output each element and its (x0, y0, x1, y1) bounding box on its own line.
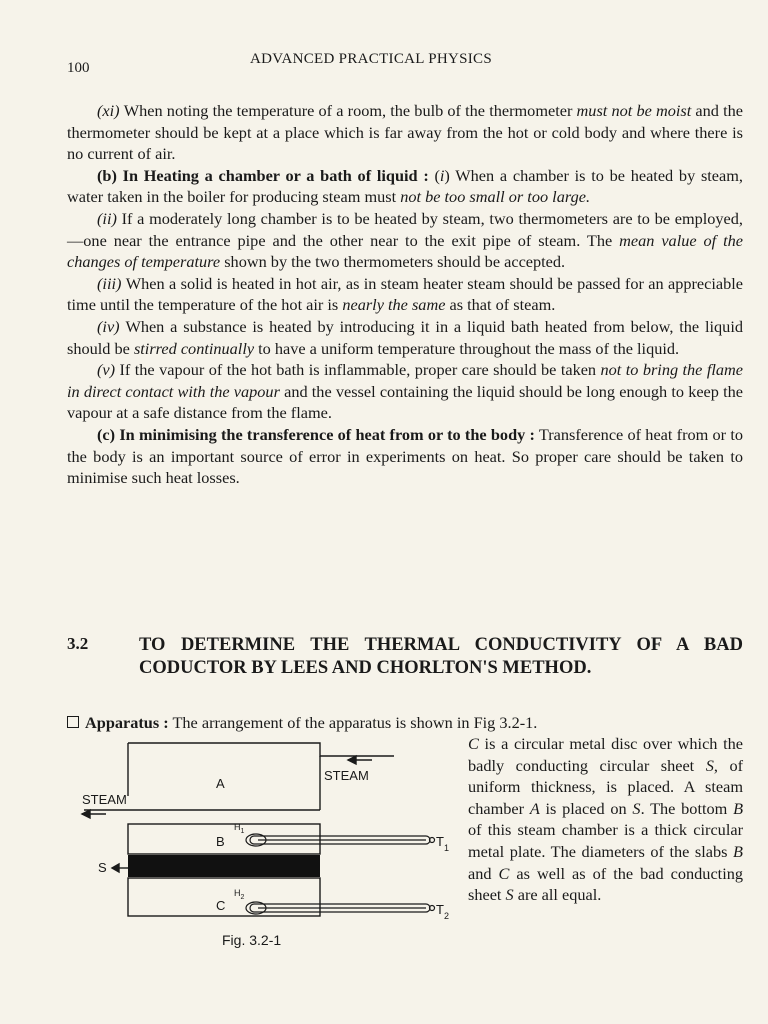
text-run: of this steam chamber is a thick circular metal plate. The diameters of the slabs (468, 820, 743, 861)
section-number: 3.2 (67, 634, 89, 653)
label-steam-in: STEAM (324, 768, 369, 783)
text-run: In minimising the transference of heat from or to the body : (119, 424, 535, 444)
text-run: When a substance is heated by introducing it in a liquid bath heated from below, the liquid should be (67, 316, 743, 358)
text-run: not be too small or too large. (400, 187, 591, 207)
text-run: must not be moist (576, 101, 692, 120)
label-h1: $H_1$ (234, 822, 245, 835)
text-run: S (632, 798, 641, 818)
page-number: 100 (67, 60, 90, 76)
apparatus-figure (76, 738, 460, 950)
text-run: ( (428, 165, 440, 185)
text-run: S (705, 755, 714, 775)
text-run: If a moderately long chamber is to be heated by steam, two thermometers are to be employed,—one near the entrance pipe and the other near to the exit pipe of steam. The (67, 208, 743, 250)
steam-outlet-arrow (82, 810, 106, 818)
text-run: shown by the two thermometers should be accepted. (220, 252, 566, 272)
text-run: A (529, 798, 540, 818)
text-run: If the vapour of the hot bath is inflammable, proper care should be taken (119, 360, 601, 380)
text-run: C (498, 863, 510, 883)
thermometer-t1 (246, 834, 435, 846)
label-t2: $T_2$ (436, 902, 449, 921)
text-run: and the vessel containing the liquid should be long enough to keep the vapour at a safe distance from the flame. (67, 381, 743, 423)
label-h2: $H_2$ (234, 888, 245, 901)
sheet-s (128, 855, 320, 877)
text-run: as well as of the bad conducting sheet (468, 863, 744, 905)
paragraph (67, 100, 743, 165)
label-t1: $T_1$ (436, 834, 449, 853)
apparatus-intro (67, 712, 743, 734)
paragraph-label: (c) (97, 424, 120, 444)
text-run: nearly the same (342, 295, 446, 315)
text-run: B (733, 798, 744, 818)
running-title: ADVANCED PRACTICAL PHYSICS (250, 51, 493, 67)
text-run: S (505, 885, 514, 905)
label-steam-out: STEAM (82, 792, 127, 807)
figure-caption: Fig. 3.2-1 (222, 932, 282, 948)
text-run: Transference of heat from or to the body is an important source of error in experiments on heat. So proper care should be taken to minimise such heat losses. (67, 424, 744, 488)
text-run: are all equal. (513, 885, 602, 905)
label-b: B (216, 834, 225, 849)
text-run: i (439, 165, 445, 185)
paragraph (67, 208, 743, 273)
text-run: and (468, 863, 499, 883)
label-s: S (98, 860, 107, 875)
paragraph (67, 273, 743, 316)
apparatus-label: Apparatus : (85, 713, 169, 732)
checkbox-square-icon (67, 716, 79, 728)
text-run: is placed on (539, 798, 633, 818)
text-run: stirred continually (133, 338, 255, 358)
sheet-arrow (112, 864, 128, 872)
paragraph (67, 316, 743, 359)
label-c: C (216, 898, 226, 913)
label-a: A (216, 776, 225, 791)
text-run: B (733, 841, 743, 861)
paragraph (67, 165, 743, 208)
text-run: and the thermometer should be kept at a place which is far away from the hot or cold body and where there is no current of air. (67, 101, 743, 164)
paragraph-label: (iii) (97, 273, 126, 293)
text-run: not to bring the flame in direct contact with the vapour (67, 360, 744, 401)
text-run: ) When a chamber is to be heated by steam, water taken in the boiler for producing steam must (67, 165, 743, 207)
text-run: mean value of the changes of temperature (67, 230, 743, 272)
paragraph-label: (iv) (97, 316, 126, 336)
thermometer-t2 (246, 902, 435, 914)
paragraph-label: (ii) (97, 208, 122, 228)
paragraph (67, 359, 743, 424)
text-run: C (468, 734, 479, 753)
section-title: TO DETERMINE THE THERMAL CONDUCTIVITY OF A BAD CODUCTOR BY LEES AND CHORLTON'S METHOD. (139, 635, 743, 678)
steam-inlet-arrow (348, 756, 372, 764)
paragraph-label: (v) (97, 360, 120, 380)
text-run: When a solid is heated in hot air, as in steam heater steam should be passed for an appreciable time until the temperature of the hot air is (67, 273, 743, 315)
paragraph (67, 424, 743, 489)
text-run: , of uniform thickness, is placed. A steam chamber (468, 755, 743, 818)
apparatus-paragraph (468, 733, 743, 906)
body-text (67, 100, 743, 489)
text-run: In Heating a chamber or a bath of liquid : (122, 165, 429, 185)
paragraph-label: (b) (97, 165, 123, 185)
paragraph-label: (xi) (97, 101, 124, 120)
text-run: is a circular metal disc over which the badly conducting circular sheet (468, 734, 743, 775)
apparatus-description (468, 733, 743, 906)
apparatus-lead: The arrangement of the apparatus is shown in Fig 3.2-1. (172, 713, 538, 732)
text-run: . The bottom (640, 798, 734, 818)
text-run: to have a uniform temperature throughout the mass of the liquid. (254, 338, 680, 358)
text-run: as that of steam. (445, 295, 556, 315)
text-run: When noting the temperature of a room, the bulb of the thermometer (123, 101, 577, 120)
